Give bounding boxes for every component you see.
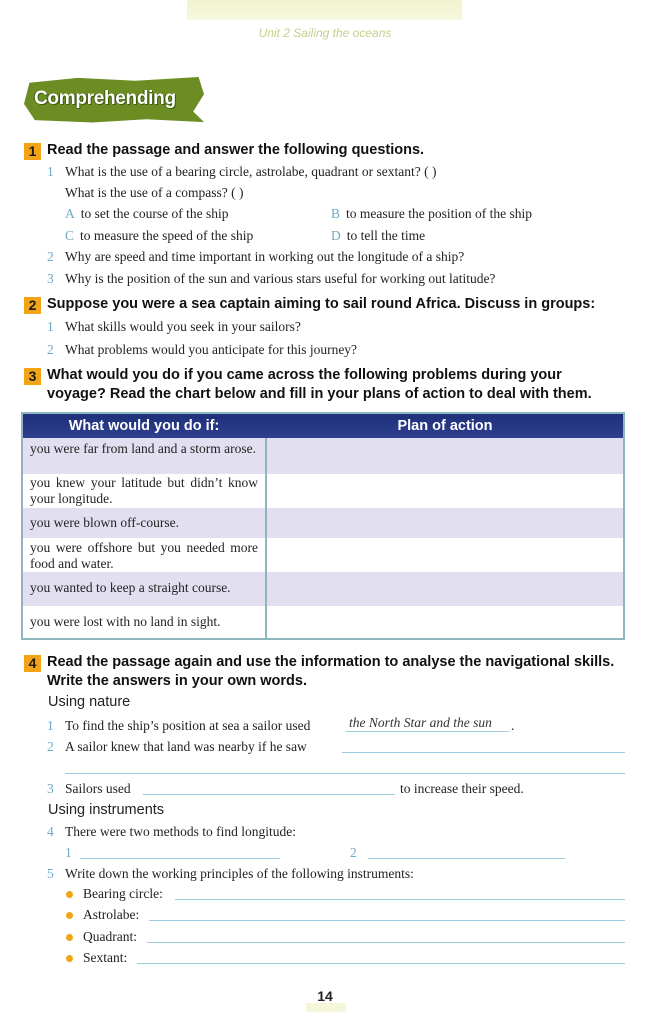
- instrument-answer-line[interactable]: [175, 899, 625, 900]
- subheading-using-nature: Using nature: [48, 694, 131, 710]
- option-letter: D: [331, 228, 341, 243]
- plan-of-action-table: [21, 412, 625, 640]
- s4-q2-answer-line[interactable]: [342, 752, 625, 753]
- s4-q4-number: 4: [47, 824, 54, 839]
- section-3-heading-line2: voyage? Read the chart below and fill in your plans of action to deal with them.: [47, 386, 592, 402]
- s4-q2-answer-line-2[interactable]: [65, 773, 625, 774]
- s4-q3-end: to increase their speed.: [400, 781, 524, 796]
- table-cell-problem: you were lost with no land in sight.: [30, 614, 221, 629]
- s1-q1-text: What is the use of a bearing circle, astrolabe, quadrant or sextant? ( ): [65, 164, 437, 179]
- option-text: to measure the position of the ship: [346, 206, 532, 221]
- table-header: [23, 414, 623, 438]
- bullet-icon: [66, 891, 73, 898]
- section-2-heading: Suppose you were a sea captain aiming to sail round Africa. Discuss in groups:: [47, 296, 596, 312]
- instrument-label: Astrolabe:: [83, 907, 140, 922]
- unit-title: Unit 2 Sailing the oceans: [258, 26, 392, 40]
- instrument-label: Quadrant:: [83, 929, 137, 944]
- section-3-heading-line1: What would you do if you came across the following problems during your: [47, 367, 562, 383]
- s4-q4-method-2-number: 2: [350, 845, 357, 860]
- section-4-heading-line2: Write the answers in your own words.: [47, 673, 307, 689]
- table-row: [23, 538, 623, 572]
- s1-q2-number: 2: [47, 249, 54, 264]
- table-row: [23, 606, 623, 640]
- s1-option-a: [65, 206, 228, 222]
- s4-q3-answer-line[interactable]: [143, 794, 395, 795]
- s4-q4-method-1-line[interactable]: [80, 858, 280, 859]
- s1-q3-number: 3: [47, 271, 54, 286]
- table-cell-problem: you wanted to keep a straight course.: [30, 580, 231, 595]
- section-2-number: 2: [24, 297, 41, 314]
- col-header-plan-of-action: Plan of action: [397, 418, 493, 434]
- s2-q1-text: What skills would you seek in your sailors?: [65, 319, 301, 334]
- option-text: to measure the speed of the ship: [80, 228, 254, 243]
- col-header-what-would-you-do: What would you do if:: [68, 418, 220, 434]
- table-cell-problem: you were offshore but you needed more food and water.: [30, 540, 258, 571]
- bullet-icon: [66, 955, 73, 962]
- s4-q4-method-2-line[interactable]: [368, 858, 565, 859]
- option-letter: A: [65, 206, 75, 221]
- bullet-icon: [66, 912, 73, 919]
- s2-q1-number: 1: [47, 319, 54, 334]
- instrument-label: Bearing circle:: [83, 886, 163, 901]
- s4-q5-number: 5: [47, 866, 54, 881]
- s4-q4-text: There were two methods to find longitude:: [65, 824, 296, 839]
- s4-q4-method-1-number: 1: [65, 845, 72, 860]
- s4-q3-text: Sailors used: [65, 781, 131, 796]
- s1-option-c: [65, 228, 253, 244]
- s4-q5-text: Write down the working principles of the following instruments:: [65, 866, 414, 881]
- table-row: [23, 508, 623, 538]
- s4-q2-number: 2: [47, 739, 54, 754]
- option-text: to tell the time: [346, 228, 426, 243]
- option-letter: C: [65, 228, 75, 243]
- s1-option-d: [331, 228, 425, 244]
- subheading-using-instruments: Using instruments: [48, 802, 165, 818]
- instrument-answer-line[interactable]: [137, 963, 625, 964]
- table-row: [23, 572, 623, 606]
- s2-q2-number: 2: [47, 342, 54, 357]
- section-4-heading-line1: Read the passage again and use the information to analyse the navigational skills.: [47, 654, 615, 670]
- option-letter: B: [331, 206, 341, 221]
- comprehending-label: Comprehending: [34, 88, 176, 109]
- instrument-answer-line[interactable]: [149, 920, 625, 921]
- page-number-decoration: [306, 1003, 346, 1012]
- s4-q1-text: To find the ship’s position at sea a sailor used: [65, 718, 311, 733]
- section-3-number: 3: [24, 368, 41, 385]
- s4-q1-number: 1: [47, 718, 54, 733]
- s4-q1-answer: the North Star and the sun: [349, 715, 492, 730]
- instrument-label: Sextant:: [83, 950, 128, 965]
- table-row: [23, 474, 623, 508]
- section-1-heading: Read the passage and answer the following questions.: [47, 142, 425, 158]
- s4-q1-end: .: [511, 718, 515, 733]
- s1-q1-text2: What is the use of a compass? ( ): [65, 185, 244, 200]
- s4-q3-number: 3: [47, 781, 54, 796]
- section-1-number: 1: [24, 143, 41, 160]
- s4-q2-text: A sailor knew that land was nearby if he saw: [65, 739, 307, 754]
- section-4-number: 4: [24, 655, 41, 672]
- table-cell-problem: you were blown off-course.: [30, 515, 179, 530]
- bullet-icon: [66, 934, 73, 941]
- s4-q1-answer-line[interactable]: [346, 731, 509, 732]
- header-decoration: [187, 0, 462, 20]
- instrument-answer-line[interactable]: [147, 942, 625, 943]
- table-cell-problem: you were far from land and a storm arose.: [30, 441, 257, 456]
- s1-q1-number: 1: [47, 164, 54, 179]
- s1-q3-text: Why is the position of the sun and various stars useful for working out latitude?: [65, 271, 496, 286]
- table-row: [23, 438, 623, 474]
- s2-q2-text: What problems would you anticipate for this journey?: [65, 342, 358, 357]
- option-text: to set the course of the ship: [80, 206, 229, 221]
- page-number: 14: [317, 988, 333, 1004]
- table-cell-problem: you knew your latitude but didn’t know your longitude.: [30, 475, 258, 506]
- s1-q2-text: Why are speed and time important in working out the longitude of a ship?: [65, 249, 465, 264]
- column-divider: [265, 438, 267, 640]
- s1-option-b: [331, 206, 532, 222]
